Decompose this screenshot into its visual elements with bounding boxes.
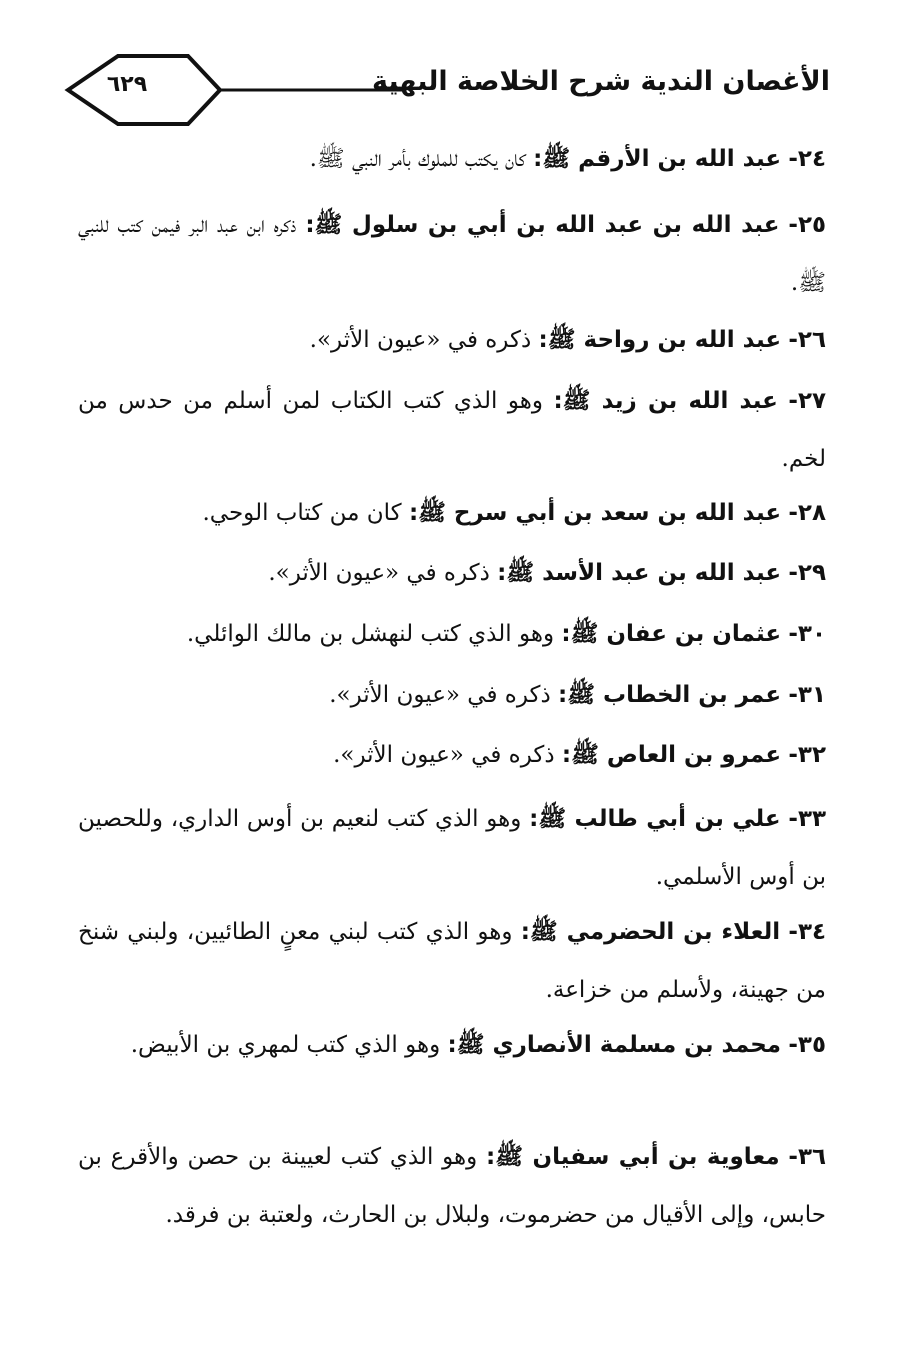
entry-number: ٣١- <box>788 682 826 708</box>
entry-name: عبد الله بن الأرقم ﷺ: <box>533 146 782 172</box>
entry <box>78 903 826 1019</box>
entry-text: وهو الذي كتب لبني معنٍ الطائيين، ولبني شنخ من جهينة، ولأسلم من خزاعة. <box>78 919 826 1003</box>
entry <box>78 130 826 188</box>
entry-text: ذكره ابن عبد البر فيمن كتب للنبي ﷺ. <box>78 212 826 296</box>
entry <box>78 1128 826 1244</box>
entry <box>78 726 826 784</box>
entry-name: محمد بن مسلمة الأنصاري ﷺ: <box>447 1032 782 1058</box>
entry-text: ذكره في «عيون الأثر». <box>329 682 551 708</box>
entry <box>78 196 826 312</box>
entry-text: ذكره في «عيون الأثر». <box>268 560 490 586</box>
entry-text: كان يكتب للملوك بأمر النبي ﷺ. <box>309 146 526 172</box>
entry-name: عمرو بن العاص ﷺ: <box>561 742 782 768</box>
entry-number: ٢٨- <box>788 500 826 526</box>
entry-number: ٢٥- <box>788 212 827 238</box>
entry-text: وهو الذي كتب لعيينة بن حصن والأقرع بن حابس، وإلى الأقيال من حضرموت، ولبلال بن الحارث، ولعتبة بن فرقد. <box>78 1144 826 1228</box>
entry-number: ٣٥- <box>788 1032 826 1058</box>
entry-text: ذكره في «عيون الأثر». <box>309 327 532 353</box>
page-header <box>60 50 830 130</box>
entry-name: عبد الله بن عبد الله بن أبي بن سلول ﷺ: <box>305 212 780 238</box>
entry-text: وهو الذي كتب الكتاب لمن أسلم من حدس من لخم. <box>78 388 826 472</box>
entry-text: وهو الذي كتب لنهشل بن مالك الوائلي. <box>186 621 555 647</box>
entry-name: عثمان بن عفان ﷺ: <box>561 621 782 647</box>
entry-name: عبد الله بن سعد بن أبي سرح ﷺ: <box>408 500 782 526</box>
entry-text: ذكره في «عيون الأثر». <box>333 742 555 768</box>
page-number: ٦٢٩ <box>106 72 148 97</box>
entry-text: وهو الذي كتب لنعيم بن أوس الداري، وللحصين بن أوس الأسلمي. <box>78 806 826 890</box>
entry-name: عمر بن الخطاب ﷺ: <box>558 682 782 708</box>
entry-number: ٣٦- <box>788 1144 827 1170</box>
entry <box>78 311 826 369</box>
entry-name: عبد الله بن زيد ﷺ: <box>553 388 778 414</box>
entry <box>78 790 826 906</box>
entry-number: ٣٠- <box>788 621 826 647</box>
entry-text: كان من كتاب الوحي. <box>202 500 402 526</box>
entry <box>78 666 826 724</box>
entry <box>78 372 826 488</box>
entry-name: العلاء بن الحضرمي ﷺ: <box>520 919 781 945</box>
entry <box>78 484 826 542</box>
entry-name: معاوية بن أبي سفيان ﷺ: <box>486 1144 780 1170</box>
entry-text: وهو الذي كتب لمهري بن الأبيض. <box>130 1032 441 1058</box>
entry-name: عبد الله بن رواحة ﷺ: <box>538 327 782 353</box>
entry-number: ٣٢- <box>788 742 826 768</box>
entry-name: عبد الله بن عبد الأسد ﷺ: <box>497 560 782 586</box>
entry <box>78 605 826 663</box>
entry <box>78 544 826 602</box>
entry-number: ٢٤- <box>788 146 826 172</box>
running-title: الأغصان الندية شرح الخلاصة البهية <box>372 66 830 97</box>
entry-number: ٣٤- <box>788 919 827 945</box>
entry-name: علي بن أبي طالب ﷺ: <box>529 806 781 832</box>
entry <box>78 1016 826 1074</box>
entry-number: ٢٧- <box>788 388 827 414</box>
entry-number: ٢٦- <box>788 327 826 353</box>
entry-number: ٣٣- <box>788 806 827 832</box>
entry-number: ٢٩- <box>788 560 826 586</box>
